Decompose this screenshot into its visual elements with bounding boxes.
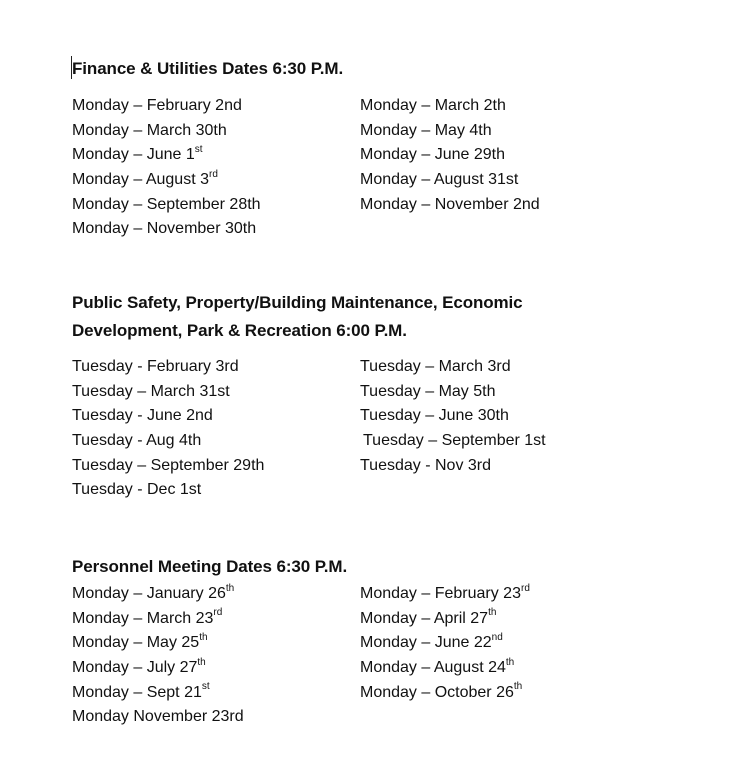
date-entry: Tuesday - Dec 1st <box>72 481 202 499</box>
date-entry: Monday – January 26th <box>72 582 235 602</box>
date-entry: Monday November 23rd <box>72 708 244 726</box>
date-entry: Monday – June 29th <box>360 146 505 164</box>
date-row <box>72 168 632 193</box>
date-row <box>72 607 632 632</box>
date-row <box>72 119 632 144</box>
date-entry: Tuesday – May 5th <box>360 382 496 400</box>
date-entry: Tuesday - February 3rd <box>72 358 239 375</box>
date-entry: Monday – November 2nd <box>360 195 540 213</box>
date-entry: Monday – March 2th <box>360 97 506 114</box>
date-row <box>72 454 632 479</box>
date-entry: Monday – June 1st <box>72 144 203 164</box>
date-entry: Tuesday - June 2nd <box>72 407 213 425</box>
date-row <box>72 478 632 503</box>
date-entry: Monday – May 4th <box>360 121 492 139</box>
date-entry: Monday – April 27th <box>360 607 497 627</box>
date-entry: Monday – March 30th <box>72 121 227 139</box>
date-entry: Tuesday – March 31st <box>72 382 230 400</box>
date-entry: Tuesday – June 30th <box>360 407 509 425</box>
date-entry: Tuesday - Nov 3rd <box>360 456 492 474</box>
section-heading: Personnel Meeting Dates 6:30 P.M. <box>72 557 348 576</box>
date-row <box>72 705 632 730</box>
section-personnel-meeting <box>72 553 632 730</box>
date-entry: Monday – October 26th <box>360 681 523 701</box>
section-finance-utilities <box>72 55 632 242</box>
date-row <box>72 143 632 168</box>
date-row <box>72 631 632 656</box>
date-row <box>72 380 632 405</box>
date-entry: Tuesday - Aug 4th <box>72 432 202 450</box>
date-entry: Monday – August 31st <box>360 171 519 189</box>
section-heading: Finance & Utilities Dates 6:30 P.M. <box>72 59 344 78</box>
date-row <box>72 355 632 380</box>
date-list <box>72 355 632 503</box>
date-list <box>72 94 632 242</box>
date-row <box>72 193 632 218</box>
date-entry: Monday – June 22nd <box>360 632 503 652</box>
date-entry: Monday – November 30th <box>72 220 257 238</box>
date-row <box>72 217 632 242</box>
date-row <box>72 582 632 607</box>
date-entry: Tuesday – September 1st <box>363 432 546 450</box>
section-heading <box>72 289 632 345</box>
date-row <box>72 404 632 429</box>
date-row <box>72 656 632 681</box>
date-entry: Tuesday – September 29th <box>72 456 265 474</box>
date-entry: Monday – September 28th <box>72 195 261 213</box>
date-entry: Monday – July 27th <box>72 656 206 677</box>
date-entry: Monday – February 2nd <box>72 97 242 114</box>
date-entry: Monday – August 3rd <box>72 168 218 189</box>
date-row <box>72 681 632 706</box>
date-row <box>72 94 632 119</box>
date-entry: Tuesday – March 3rd <box>360 358 511 375</box>
date-entry: Monday – February 23rd <box>360 582 530 602</box>
section-heading-line-1: Public Safety, Property/Building Maintenance, Economic <box>72 293 523 312</box>
date-list <box>72 582 632 730</box>
section-heading-line-2: Development, Park & Recreation 6:00 P.M. <box>72 321 407 340</box>
date-row <box>72 429 632 454</box>
date-entry: Monday – May 25th <box>72 632 208 652</box>
date-entry: Monday – March 23rd <box>72 607 223 627</box>
section-public-safety <box>72 289 632 503</box>
date-entry: Monday – Sept 21st <box>72 681 210 701</box>
date-entry: Monday – August 24th <box>360 656 515 677</box>
